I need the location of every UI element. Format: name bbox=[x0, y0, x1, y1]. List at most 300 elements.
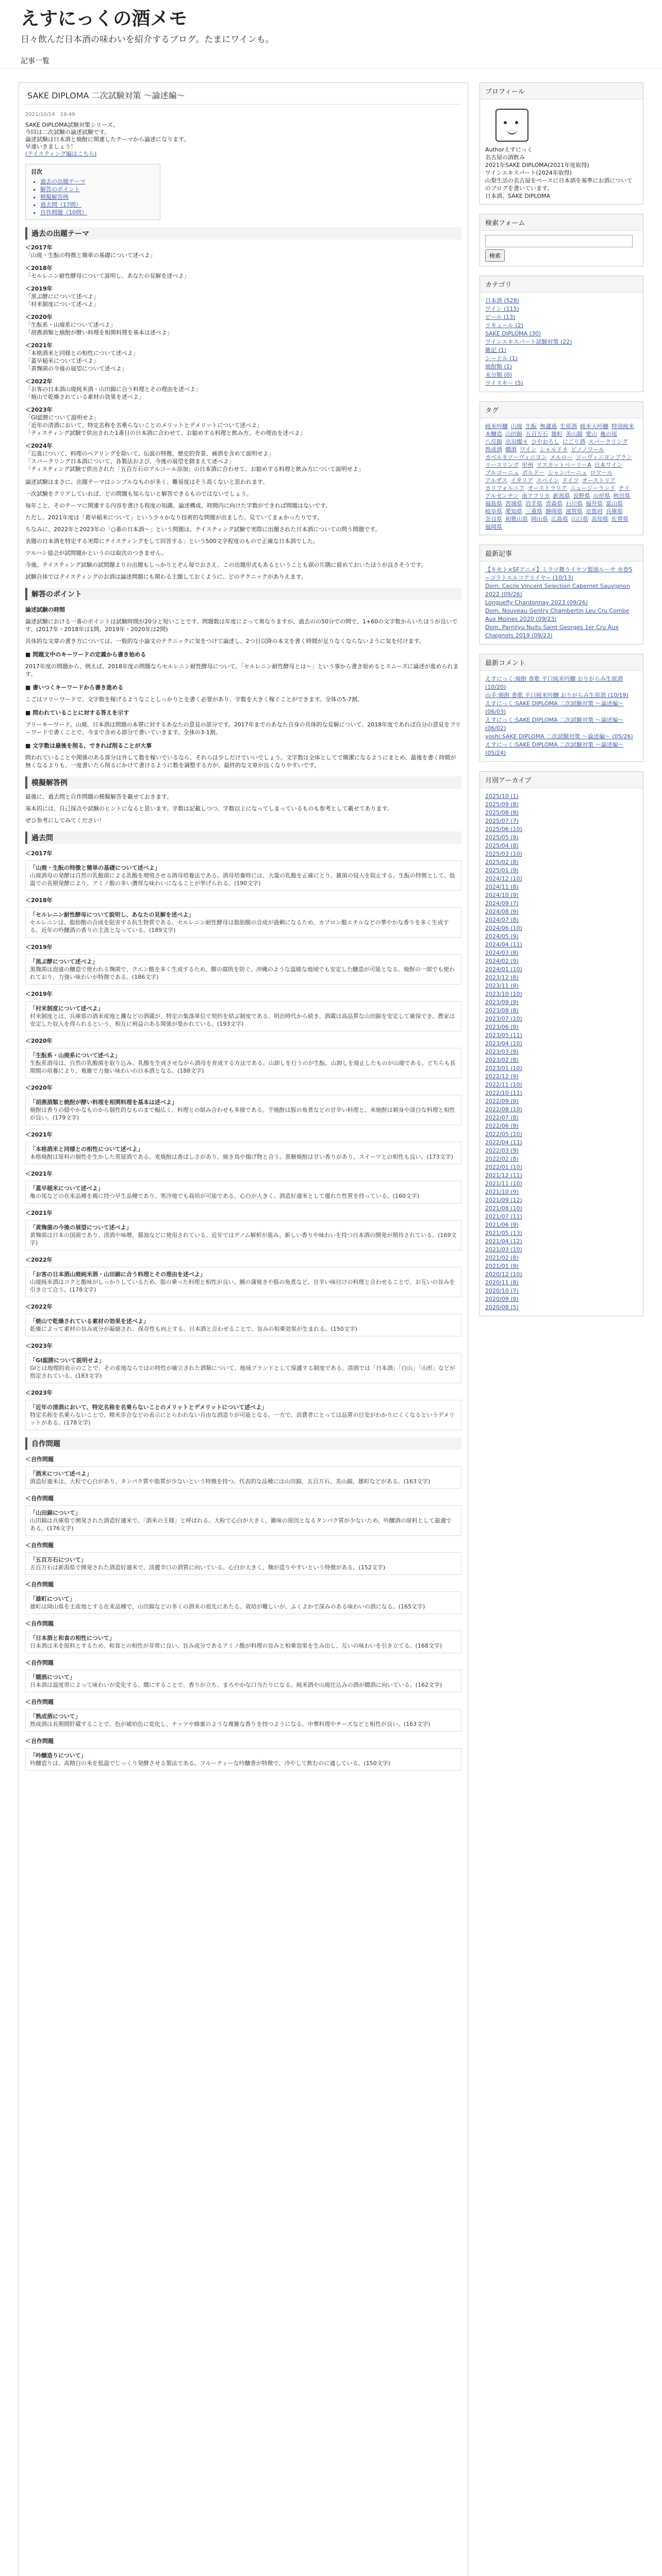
archive-item bbox=[485, 1279, 638, 1287]
note-paragraph: ツルハシ協会が試問題かというのは取次のつきません。 bbox=[25, 550, 167, 556]
toc-link[interactable]: 模擬解答例 bbox=[40, 194, 69, 200]
archive-item-link[interactable]: 2024/06 (10) bbox=[485, 925, 522, 931]
archive-item bbox=[485, 1106, 638, 1114]
question-card bbox=[25, 1314, 461, 1336]
tag-link[interactable]: 雄町 bbox=[551, 431, 562, 437]
recent-comment-link[interactable]: 山手:焼酎 香歌 平口純米吟醸 おりがらみ生原酒 (10/19) bbox=[485, 692, 628, 699]
tag-widget bbox=[479, 401, 643, 535]
archive-item bbox=[485, 933, 638, 941]
question-title: 「蓋早稲米について述べよ」 bbox=[30, 1185, 104, 1192]
archive-item bbox=[485, 1180, 638, 1188]
archive-item-link[interactable]: 2025/03 (10) bbox=[485, 851, 522, 857]
tag-link[interactable]: 和歌山県 bbox=[505, 516, 528, 522]
archive-item bbox=[485, 1205, 638, 1213]
archive-item-link[interactable]: 2024/10 (9) bbox=[485, 892, 519, 899]
intro-line: 論述試験は日本酒と焼酎に関連したテーマから論述になります。 bbox=[25, 136, 190, 143]
tag-link[interactable]: 出羽燦々 bbox=[505, 438, 528, 445]
archive-item-link[interactable]: 2024/04 (11) bbox=[485, 941, 522, 948]
category-item-link[interactable]: シードル (1) bbox=[485, 355, 518, 362]
question-answer: 本格焼酎は原料の個性を生かした蒸留酒である。麦焼酎は香ばしさがあり、焼き鳥や揚げ物と合う。黒糖焼酎は甘い香りがあり、スイーツとの相性も良い。(173文字) bbox=[30, 1154, 453, 1160]
profile-line: 名古屋の酒飲み bbox=[485, 154, 525, 161]
tag-link[interactable]: 特別純米 bbox=[611, 423, 634, 430]
question-answer: 亀の尾などの在来品種を親に持つ早生品種であり、寒冷地でも栽培が可能である。心白が大きく、酒造好適米として優れた性質を持っている。(160文字) bbox=[30, 1193, 420, 1199]
intro-line: SAKE DIPLOMA試験対策シリーズ。 bbox=[25, 122, 119, 128]
question-answer: 山廃酒母の発酵は自然の乳酸菌による乳酸を増殖させる酒母培養法である。酒母培養時には、大量の乳酸を正確にとり、雑菌の侵入を阻止する。生酛の特徴として、低温での長期発酵により、アミノ酸の多い濃厚な味わいになることが挙げられる。(190文字) bbox=[30, 872, 455, 887]
profile-heading: プロフィール bbox=[480, 83, 643, 99]
archive-item-link[interactable]: 2022/12 (9) bbox=[485, 1073, 519, 1080]
question-year: ＜自作問題 bbox=[25, 1495, 54, 1502]
theme-year-block bbox=[25, 406, 461, 437]
tag-link[interactable]: 亀の尾 bbox=[600, 431, 617, 437]
archive-item-link[interactable]: 2024/02 (9) bbox=[485, 958, 519, 964]
category-item-link[interactable]: SAKE DIPLOMA (30) bbox=[485, 330, 541, 337]
tag-link[interactable]: 美山錦 bbox=[566, 431, 583, 437]
tag-link[interactable]: ソーヴィニヨンブラン bbox=[575, 454, 633, 461]
archive-item-link[interactable]: 2023/03 (9) bbox=[485, 1048, 519, 1055]
tag-link[interactable]: 南アフリカ bbox=[522, 493, 550, 499]
archive-item bbox=[485, 1073, 638, 1081]
profile-author: Authorえすにっく bbox=[485, 146, 533, 153]
archive-item-link[interactable]: 2020/08 (5) bbox=[485, 1304, 519, 1311]
category-item bbox=[485, 330, 638, 338]
archive-item-link[interactable]: 2022/06 (9) bbox=[485, 1123, 519, 1129]
question-title: 「吟醸造りについて」 bbox=[30, 1752, 87, 1759]
archive-item-link[interactable]: 2023/04 (10) bbox=[485, 1040, 522, 1047]
site-title[interactable]: えすにっくの酒メモ bbox=[21, 8, 188, 29]
profile-line: 日本酒、SAKE DIPLOMA bbox=[485, 193, 551, 199]
tag-link[interactable]: 山廃 bbox=[511, 423, 522, 430]
tag-link[interactable]: 福島県 bbox=[485, 500, 502, 507]
archive-item-link[interactable]: 2024/01 (10) bbox=[485, 966, 522, 973]
question-answer: 乾燥によって素材の旨み成分が凝縮され、保存性も向上する。日本酒と合わせることで、旨みの相乗効果が生まれる。(150文字) bbox=[30, 1326, 358, 1332]
archive-item-link[interactable]: 2021/04 (12) bbox=[485, 1238, 522, 1245]
question-title: 「五百万石について」 bbox=[30, 1556, 87, 1563]
archive-item-link[interactable]: 2024/12 (10) bbox=[485, 875, 522, 882]
profile-line: ワインエキスパート(2024年取得) bbox=[485, 170, 572, 176]
category-item-link[interactable]: ウイスキー (5) bbox=[485, 380, 523, 386]
tag-link[interactable]: リースリング bbox=[485, 462, 519, 468]
question-card bbox=[25, 1400, 461, 1430]
tag-link[interactable]: オーストリア bbox=[582, 477, 616, 484]
question-year: ＜自作問題 bbox=[25, 1456, 54, 1463]
archive-item bbox=[485, 949, 638, 957]
toc-link[interactable]: 過去問（17問） bbox=[40, 201, 81, 208]
question-title: 「近年の清酒において、特定名称を名乗らないことのメリットとデメリットについて述べよ」 bbox=[30, 1404, 268, 1411]
archive-item-link[interactable]: 2023/02 (8) bbox=[485, 1057, 519, 1063]
recent-comment bbox=[485, 733, 638, 741]
intro-line: 早速いきましょう！ bbox=[25, 143, 76, 150]
question-title: 「胡燕酒類と焼酎が酵い料理を相関料理を基本は述べよ」 bbox=[30, 1099, 177, 1106]
question-title: 「酒米について述べよ」 bbox=[30, 1470, 92, 1477]
recent-post bbox=[485, 607, 638, 623]
tag-link[interactable]: 山田錦 bbox=[505, 431, 522, 437]
archive-item bbox=[485, 1023, 638, 1031]
question-title: 「黄麹菌の今後の展望について述べよ」 bbox=[30, 1224, 132, 1231]
recent-post-link[interactable]: Longuefly Chardonnay 2023 (09/26) bbox=[485, 599, 588, 606]
theme-item: 「蓋早稲米について述べよ」 bbox=[25, 358, 99, 364]
tag-link[interactable]: カリフォルニア bbox=[485, 485, 525, 492]
recent-post-link[interactable]: 【キモト×SFアニメ】ミラツ舞うイヤソ製油ルーサ 水巻5 ~ゴラトエルコアリイヤ~ (10/13) bbox=[485, 566, 633, 581]
recent-comment-link[interactable]: えすにっく:焼酎 香歌 平口純米吟醸 おりがらみ生原酒 (10/20) bbox=[485, 675, 623, 690]
archive-item-link[interactable]: 2022/09 (9) bbox=[485, 1098, 519, 1105]
question-year: ＜2022年 bbox=[25, 1303, 53, 1310]
search-input[interactable] bbox=[485, 235, 633, 247]
question-year: ＜自作問題 bbox=[25, 1542, 54, 1549]
category-item-link[interactable]: ビール (13) bbox=[485, 314, 516, 320]
question-title: 「雄町について」 bbox=[30, 1596, 75, 1602]
tag-link[interactable]: 愛山 bbox=[586, 431, 597, 437]
past-questions bbox=[25, 849, 461, 1430]
toc-item bbox=[40, 201, 155, 209]
archive-item-link[interactable]: 2023/06 (9) bbox=[485, 1024, 519, 1030]
tag-link[interactable]: シャルドネ bbox=[539, 446, 568, 453]
category-item-link[interactable]: 焼酎類 (1) bbox=[485, 363, 512, 370]
tag-link[interactable]: 純米大吟醸 bbox=[580, 423, 608, 430]
archive-item-link[interactable]: 2023/01 (10) bbox=[485, 1065, 522, 1072]
question-card bbox=[25, 1267, 461, 1297]
archive-item-link[interactable]: 2021/03 (10) bbox=[485, 1246, 522, 1253]
archive-item-link[interactable]: 2021/06 (9) bbox=[485, 1222, 519, 1228]
question-card bbox=[25, 1591, 461, 1614]
archive-item bbox=[485, 990, 638, 998]
note-paragraph: 今後、テイスティング試験の試問題よりの出題もしっかりとぞん毎でおさえ、この出題形式もあるということも頭の片隅に留めておいたほうが良さそうです。 bbox=[25, 562, 427, 568]
question-answer: 生酛系酒母は、自然の乳酸菌を取り込み、乳酸を生成させながら酒母を育成する方法である。山卸しを行うのが生酛、山卸しを廃止したものが山廃である。どちらも長期間の培養により、複雑で力強い味わいの日本酒となる。(188文字) bbox=[30, 1060, 456, 1074]
archive-item-link[interactable]: 2022/08 (10) bbox=[485, 1106, 522, 1113]
archive-item-link[interactable]: 2024/07 (8) bbox=[485, 917, 519, 923]
archive-item-link[interactable]: 2024/03 (8) bbox=[485, 950, 519, 956]
archive-item-link[interactable]: 2022/05 (10) bbox=[485, 1131, 522, 1138]
question-title: 「熟成酒について」 bbox=[30, 1713, 81, 1720]
question-answer: 日本酒は温度帯によって味わいが変化する。燗にすることで、香りが立ち、まろやかな口当たりになる。純米酒や山廃仕込みの酒が燗酒に向いている。(162文字) bbox=[30, 1682, 442, 1688]
toc-item bbox=[40, 185, 155, 193]
tag-link[interactable]: 奈良県 bbox=[485, 516, 502, 522]
archive-item-link[interactable]: 2022/07 (8) bbox=[485, 1114, 519, 1121]
tag-link[interactable]: 三重県 bbox=[525, 508, 542, 515]
archive-item-link[interactable]: 2025/09 (8) bbox=[485, 801, 519, 808]
point-body: 論述試験における一番のポイントは試験時間が20分と短いことです。問題数は年度によって異なりますが、過去のの50分での問で、1+60の文字数からいたほうが良いです。(2017年・2018年は1問、2019年・2020年は2問) bbox=[25, 618, 458, 633]
tag-link[interactable]: オーストラリア bbox=[527, 485, 567, 492]
tag-link[interactable]: チリ bbox=[618, 485, 630, 492]
theme-year: ＜2020年 bbox=[25, 314, 53, 320]
theme-item: 「忘進について、料理のペアリングを除いて、伝説の特徴、歴史的背景、痛酒を含めて説明せよ」 bbox=[25, 450, 274, 457]
theme-item: 「本格酒米と同様との相性について述べよ」 bbox=[25, 350, 139, 357]
recent-comment-link[interactable]: えすにっく:SAKE DIPLOMA 二次試験対策 〜論述編〜 (05/24) bbox=[485, 741, 624, 756]
archive-item-link[interactable]: 2024/09 (7) bbox=[485, 900, 519, 907]
archive-item-link[interactable]: 2022/03 (9) bbox=[485, 1147, 519, 1154]
archive-item bbox=[485, 1303, 638, 1312]
category-item-link[interactable]: 雑記 (1) bbox=[485, 347, 507, 353]
theme-year: ＜2021年 bbox=[25, 342, 53, 349]
archive-item bbox=[485, 1139, 638, 1147]
question-year: ＜2019年 bbox=[25, 991, 53, 997]
theme-item: 「近年の清酒において、特定名称を名乗らないことのメリットとデメリットについて述べよ」 bbox=[25, 422, 263, 429]
tag-link[interactable]: 生酛 bbox=[525, 423, 537, 430]
tag-link[interactable]: 秋田県 bbox=[613, 493, 631, 499]
tag-link[interactable]: 高知県 bbox=[591, 516, 608, 522]
question-year: ＜2022年 bbox=[25, 1257, 53, 1263]
tag-link[interactable]: 愛知県 bbox=[505, 508, 522, 515]
tasting-link[interactable]: (テイスティング編はこちら) bbox=[25, 150, 97, 157]
tag-link[interactable]: ボルドー bbox=[522, 469, 545, 476]
category-widget bbox=[479, 276, 643, 392]
top-nav bbox=[21, 56, 49, 66]
tag-link[interactable]: 静岡県 bbox=[545, 508, 562, 515]
theme-item: 「黒ぶ酵にについて述べよ」 bbox=[25, 293, 99, 300]
archive-item-link[interactable]: 2025/10 (1) bbox=[485, 793, 519, 800]
archive-item-link[interactable]: 2023/05 (11) bbox=[485, 1032, 522, 1039]
tag-link[interactable]: アルゼンチン bbox=[485, 493, 519, 499]
tag-link[interactable]: 純米吟醸 bbox=[485, 423, 508, 430]
archive-item-link[interactable]: 2025/06 (10) bbox=[485, 826, 522, 833]
archive-item-link[interactable]: 2022/11 (10) bbox=[485, 1081, 522, 1088]
section-heading-past: 過去の出題テーマ bbox=[25, 227, 461, 240]
archive-item-link[interactable]: 2021/12 (11) bbox=[485, 1172, 522, 1179]
tag-link[interactable]: 石川県 bbox=[566, 500, 583, 507]
archive-item bbox=[485, 1172, 638, 1180]
tag-cloud bbox=[480, 418, 643, 535]
model-answers-intro bbox=[25, 793, 461, 824]
tag-link[interactable]: カベルネソーヴィニヨン bbox=[485, 454, 547, 461]
intro-line: 今回は二次試験の論述試験です。 bbox=[25, 129, 110, 135]
table-of-contents bbox=[25, 164, 160, 220]
archive-item-link[interactable]: 2020/09 (9) bbox=[485, 1296, 519, 1302]
search-button[interactable]: 検索 bbox=[485, 249, 505, 262]
note-paragraph: 試験自体ではテイスティングのお酒は論述問題にも関わる主題しておくように、どのテクニックがありえます。 bbox=[25, 573, 307, 580]
archive-item-link[interactable]: 2023/08 (8) bbox=[485, 1007, 519, 1014]
tag-link[interactable]: アルザス bbox=[485, 477, 508, 484]
archive-item bbox=[485, 1056, 638, 1064]
tag-link[interactable]: ワイン bbox=[520, 446, 537, 453]
tag-heading: タグ bbox=[480, 402, 643, 418]
tag-link[interactable]: 日本ワイン bbox=[594, 462, 623, 468]
question-title: 「焼山で乾燥されている素材の効果を述べよ」 bbox=[30, 1318, 149, 1325]
tag-link[interactable]: 岐阜県 bbox=[485, 508, 502, 515]
tag-link[interactable]: 福岡県 bbox=[485, 523, 502, 530]
question-card bbox=[25, 954, 461, 985]
model-paragraph: 基本的には、自己採点や試験のヒントになると思います。字数は記載しつつ、字数以上になってしまっているものも参考として載せてあります。 bbox=[25, 805, 393, 812]
archive-item-link[interactable]: 2022/04 (11) bbox=[485, 1139, 522, 1146]
tag-link[interactable]: ブルゴーニュ bbox=[485, 469, 519, 476]
tag-link[interactable]: 佐賀県 bbox=[611, 516, 628, 522]
question-card bbox=[25, 1220, 461, 1250]
recent-comment-link[interactable]: yoshi:SAKE DIPLOMA 二次試験対策 〜論述編〜 (05/26) bbox=[485, 733, 633, 740]
theme-year: ＜2017年 bbox=[25, 244, 53, 251]
archive-item-link[interactable]: 2025/05 (9) bbox=[485, 834, 519, 841]
nav-archive-link[interactable]: 記事一覧 bbox=[21, 57, 49, 65]
tag-link[interactable]: 兵庫県 bbox=[606, 508, 623, 515]
archive-item bbox=[485, 1015, 638, 1023]
tag-link[interactable]: イタリア bbox=[510, 477, 534, 484]
toc-link[interactable]: 自作問題（10問） bbox=[40, 209, 87, 216]
question-answer: 特定名称を名乗らないことで、精米歩合などの表示にとらわれない自由な酒造りが可能となる。一方で、消費者にとっては品質の目安がわかりにくくなるというデメリットがある。(178文字) bbox=[30, 1412, 455, 1426]
theme-item: 「村米制度について述べよ」 bbox=[25, 301, 99, 308]
theme-year: ＜2023年 bbox=[25, 406, 53, 413]
toc-list bbox=[31, 178, 155, 216]
tag-link[interactable]: 岩手県 bbox=[525, 500, 542, 507]
recent-post-link[interactable]: Dom. Nouveau Gentry Chambertin Leu Cru Combe Aux Moines 2020 (09/23) bbox=[485, 607, 630, 622]
theme-item: 「スパークリング日本酒について、各製法および、今後の展望を踏まえて述べよ」 bbox=[25, 458, 235, 465]
archive-item-link[interactable]: 2021/09 (12) bbox=[485, 1197, 522, 1204]
archive-item-link[interactable]: 2025/07 (7) bbox=[485, 818, 519, 824]
tag-link[interactable]: 岡山県 bbox=[531, 516, 548, 522]
question-year: ＜2018年 bbox=[25, 897, 53, 904]
recent-comments-widget bbox=[479, 654, 643, 762]
theme-item: 「お客の日本酒山廃純米酒・山田錦に合う料理とその理由を述べよ」 bbox=[25, 386, 201, 393]
tag-link[interactable]: ニュージーランド bbox=[570, 485, 616, 492]
question-answer: 吟醸造りは、高精白の米を低温でじっくり発酵させる製法である。フルーティーな吟醸香が特徴で、冷やして飲むのに適している。(150文字) bbox=[30, 1760, 391, 1767]
archive-item bbox=[485, 974, 638, 982]
tag-link[interactable]: 長野県 bbox=[573, 493, 590, 499]
archive-item-link[interactable]: 2023/11 (9) bbox=[485, 982, 519, 989]
question-year: ＜自作問題 bbox=[25, 1581, 54, 1588]
archive-item bbox=[485, 875, 638, 883]
tag-link[interactable]: にごり酒 bbox=[562, 438, 585, 445]
recent-posts-heading: 最新記事 bbox=[480, 545, 643, 562]
point-body: 具体的な文章の書き方については、一般的な小論文のテクニックに気をつけて論述し、2つ目以降の本文を書く時間が足りなくならないように気を付けます。 bbox=[25, 638, 425, 645]
question-answer: 山廃純米酒はコクと酸味がしっかりしているため、脂の乗った料理と相性が良い。鰻の蒲焼きや豚の角煮など、甘辛い味付けの料理と合わせることで、お互いの旨みを引き立て合う。(178文字) bbox=[30, 1279, 455, 1293]
tag-link[interactable]: 富山県 bbox=[606, 500, 623, 507]
tag-link[interactable]: 熟成酒 bbox=[485, 446, 502, 453]
archive-item bbox=[485, 1130, 638, 1139]
recent-post-link[interactable]: Dom. Cecile Vincent Selection Cabernet Sauvignon 2022 (09/26) bbox=[485, 583, 630, 598]
tag-link[interactable]: 生原酒 bbox=[560, 423, 577, 430]
archive-item bbox=[485, 1229, 638, 1238]
question-year: ＜2021年 bbox=[25, 1171, 53, 1177]
question-title: 「本格酒米と同様との相性について述べよ」 bbox=[30, 1146, 143, 1153]
question-card bbox=[25, 1095, 461, 1125]
archive-item bbox=[485, 1213, 638, 1221]
archive-item-link[interactable]: 2023/09 (9) bbox=[485, 999, 519, 1006]
toc-item bbox=[40, 178, 155, 185]
archive-item-link[interactable]: 2023/12 (8) bbox=[485, 974, 519, 981]
tag-link[interactable]: 本醸造 bbox=[485, 431, 502, 437]
tag-link[interactable]: ひやおろし bbox=[531, 438, 559, 445]
archive-item bbox=[485, 801, 638, 809]
archive-item-link[interactable]: 2022/02 (8) bbox=[485, 1156, 519, 1162]
question-year: ＜自作問題 bbox=[25, 1620, 54, 1627]
archive-item-link[interactable]: 2024/11 (8) bbox=[485, 884, 519, 890]
tag-link[interactable]: ドイツ bbox=[562, 477, 579, 484]
tag-link[interactable]: 広島県 bbox=[551, 516, 568, 522]
category-item-link[interactable]: ワインエキスパート試験対策 (22) bbox=[485, 338, 572, 345]
recent-comment-link[interactable]: えすにっく:SAKE DIPLOMA 二次試験対策 〜論述編〜 (06/02) bbox=[485, 717, 624, 732]
tag-link[interactable]: スパークリング bbox=[588, 438, 628, 445]
archive-item bbox=[485, 825, 638, 834]
archive-item-link[interactable]: 2021/02 (8) bbox=[485, 1255, 519, 1261]
profile-line: 2021年SAKE DIPLOMA(2021年度取得) bbox=[485, 162, 589, 168]
toc-link[interactable]: 過去の出題テーマ bbox=[40, 178, 86, 185]
archive-item-link[interactable]: 2025/02 (8) bbox=[485, 859, 519, 866]
archive-item-link[interactable]: 2020/12 (10) bbox=[485, 1271, 522, 1278]
tag-link[interactable]: ピノノワール bbox=[571, 446, 605, 453]
archive-item-link[interactable]: 2025/08 (9) bbox=[485, 809, 519, 816]
question-card bbox=[25, 1748, 461, 1771]
archive-item-link[interactable]: 2021/07 (11) bbox=[485, 1213, 522, 1220]
archive-item-link[interactable]: 2022/10 (11) bbox=[485, 1090, 522, 1096]
tag-link[interactable]: メルロー bbox=[550, 454, 573, 461]
tag-link[interactable]: 新潟県 bbox=[553, 493, 570, 499]
archive-item bbox=[485, 1040, 638, 1048]
question-card bbox=[25, 1001, 461, 1031]
archive-item bbox=[485, 1122, 638, 1130]
tag-link[interactable]: 京都府 bbox=[586, 508, 603, 515]
question-answer: 五百万石は新潟県で開発された酒造好適米で、淡麗辛口の酒質に向いている。心白が大きく、麹が造りやすいという特徴がある。(152文字) bbox=[30, 1564, 386, 1571]
archive-item-link[interactable]: 2021/08 (10) bbox=[485, 1205, 522, 1212]
tag-link[interactable]: 八反錦 bbox=[485, 438, 502, 445]
theme-year-block bbox=[25, 378, 461, 401]
archive-item-link[interactable]: 2021/11 (10) bbox=[485, 1180, 522, 1187]
archive-item-link[interactable]: 2023/07 (10) bbox=[485, 1015, 522, 1022]
archive-item-link[interactable]: 2024/05 (9) bbox=[485, 933, 519, 940]
recent-comments-heading: 最新コメント bbox=[480, 654, 643, 671]
archive-item-link[interactable]: 2021/05 (13) bbox=[485, 1230, 522, 1236]
tag-link[interactable]: 滋賀県 bbox=[566, 508, 583, 515]
section-heading-model: 模擬解答例 bbox=[25, 776, 461, 789]
archive-item bbox=[485, 842, 638, 850]
site-description: 日々飲んだ日本酒の味わいを紹介するブログ。たまにワインも。 bbox=[21, 35, 274, 45]
question-answer: GIとは地理的表示のことで、その産地ならではの特性が確立された酒類について、地域ブランドとして保護する制度である。清酒では「日本酒」「白山」「山形」などが指定されている。(183文字) bbox=[30, 1365, 455, 1379]
archive-item bbox=[485, 1221, 638, 1229]
archive-item-link[interactable]: 2022/01 (10) bbox=[485, 1164, 522, 1171]
tag-link[interactable]: マスカットベーリーA bbox=[536, 462, 591, 468]
tag-link[interactable]: 甲州 bbox=[522, 462, 534, 468]
tag-link[interactable]: 福井県 bbox=[586, 500, 603, 507]
tag-link[interactable]: 燗酒 bbox=[505, 446, 517, 453]
tag-link[interactable]: 無濾過 bbox=[540, 423, 557, 430]
question-title: 「山廃・生酛の特徴と簡単の基礎について述べよ」 bbox=[30, 865, 160, 871]
question-title: 「生酛系・山廃系について述べよ」 bbox=[30, 1052, 121, 1059]
question-card bbox=[25, 1552, 461, 1575]
archive-item-link[interactable]: 2025/04 (8) bbox=[485, 842, 519, 849]
category-item-link[interactable]: ワイン (115) bbox=[485, 306, 519, 312]
profile-text bbox=[485, 154, 638, 200]
category-list bbox=[480, 293, 643, 392]
recent-posts-widget bbox=[479, 545, 643, 645]
recent-post-link[interactable]: Dom. Parnilyu Nuits-Saint Georges 1er Cru Aux Chaignots 2019 (09/23) bbox=[485, 624, 619, 639]
category-item-link[interactable]: 未分類 (0) bbox=[485, 371, 512, 378]
tag-link[interactable]: 青森県 bbox=[545, 500, 562, 507]
tag-link[interactable]: ロワール bbox=[590, 469, 613, 476]
category-item-link[interactable]: 日本酒 (528) bbox=[485, 297, 520, 304]
tag-link[interactable]: シャンパーニュ bbox=[548, 469, 587, 476]
tag-link[interactable]: 山口県 bbox=[571, 516, 588, 522]
archive-item-link[interactable]: 2020/11 (8) bbox=[485, 1279, 519, 1286]
archive-item bbox=[485, 867, 638, 875]
archive-item-link[interactable]: 2023/10 (10) bbox=[485, 991, 522, 997]
archive-item-link[interactable]: 2021/01 (9) bbox=[485, 1263, 519, 1269]
question-year: ＜自作問題 bbox=[25, 1659, 54, 1666]
tag-link[interactable]: スペイン bbox=[536, 477, 559, 484]
tag-link[interactable]: 宮城県 bbox=[505, 500, 522, 507]
archive-item bbox=[485, 1155, 638, 1163]
category-item bbox=[485, 371, 638, 379]
archive-item bbox=[485, 1089, 638, 1097]
archive-item-link[interactable]: 2021/10 (9) bbox=[485, 1189, 519, 1195]
theme-year: ＜2019年 bbox=[25, 285, 53, 292]
tag-link[interactable]: 五百万石 bbox=[525, 431, 548, 437]
toc-link[interactable]: 解答のポイント bbox=[40, 186, 80, 193]
entry-title: SAKE DIPLOMA 二次試験対策 〜論述編〜 bbox=[25, 88, 461, 105]
tag-link[interactable]: 山形県 bbox=[593, 493, 610, 499]
theme-item: 「GI認勝について説明せよ」 bbox=[25, 414, 100, 421]
archive-item-link[interactable]: 2025/01 (9) bbox=[485, 867, 519, 874]
category-item-link[interactable]: リキュール (2) bbox=[485, 322, 523, 329]
answer-points bbox=[25, 605, 461, 769]
archive-item-link[interactable]: 2024/08 (9) bbox=[485, 908, 519, 915]
archive-item-link[interactable]: 2020/10 (7) bbox=[485, 1287, 519, 1294]
archive-item bbox=[485, 1007, 638, 1015]
recent-comment-link[interactable]: えすにっく:SAKE DIPLOMA 二次試験対策 〜論述編〜 (06/03) bbox=[485, 700, 624, 715]
